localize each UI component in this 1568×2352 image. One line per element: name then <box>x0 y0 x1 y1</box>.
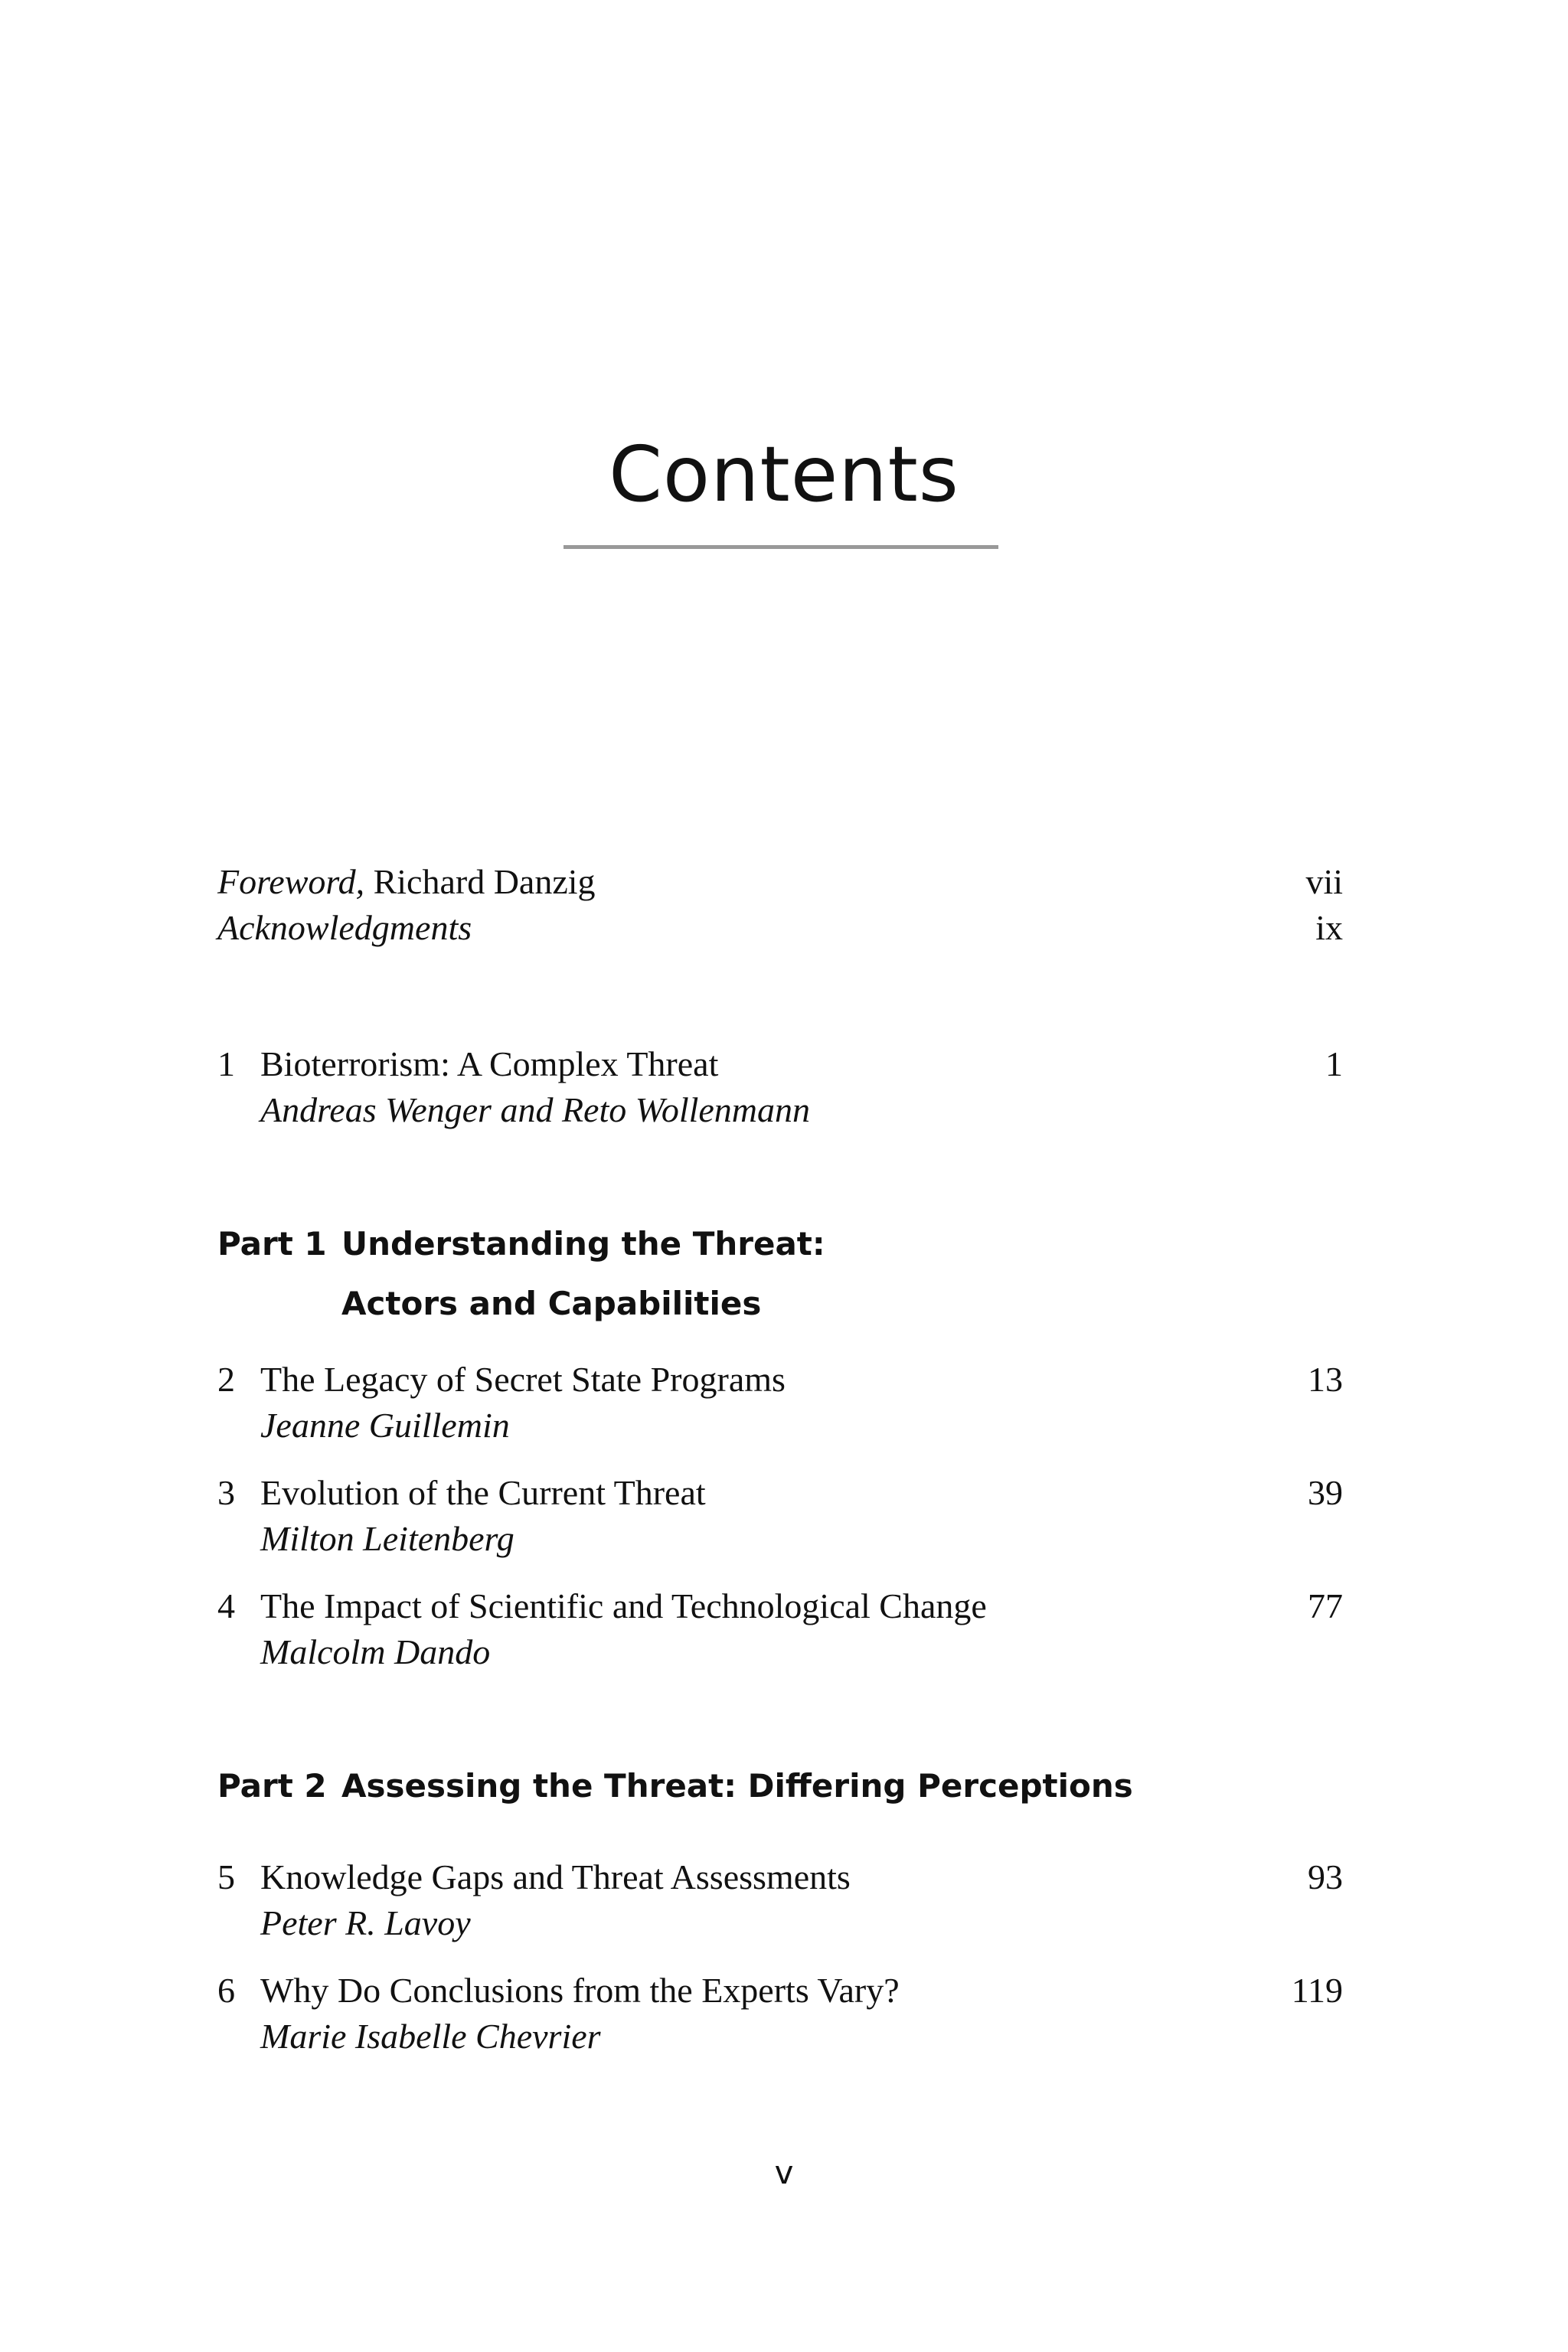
chapter-number: 3 <box>217 1473 235 1512</box>
toc-chapter-6-author-row <box>217 2014 1343 2060</box>
toc-entry-label <box>217 859 596 905</box>
chapter-number: 2 <box>217 1360 235 1399</box>
toc-page-number: 13 <box>1308 1360 1343 1399</box>
toc-chapter-1-author-row <box>217 1087 1343 1133</box>
chapter-title: The Legacy of Secret State Programs <box>260 1360 786 1399</box>
part-2-heading <box>217 1756 1133 1816</box>
page-title: Contents <box>609 430 959 519</box>
toc-entry-label: Acknowledgments <box>217 908 472 947</box>
part-label: Part 2 <box>217 1767 327 1805</box>
chapter-number: 5 <box>217 1857 235 1896</box>
toc-chapter-5-author-row <box>217 1900 1343 1946</box>
part-1-heading <box>217 1214 825 1334</box>
toc-entry-acknowledgments[interactable] <box>217 905 1343 951</box>
part-title-line1: Understanding the Threat: <box>341 1225 825 1263</box>
part-title-line2: Actors and Capabilities <box>341 1285 762 1322</box>
title-rule <box>564 545 998 549</box>
chapter-title: Bioterrorism: A Complex Threat <box>260 1044 719 1083</box>
toc-page-number: vii <box>1305 862 1343 901</box>
chapter-title: Why Do Conclusions from the Experts Vary? <box>260 1971 900 2010</box>
page-folio: v <box>774 2154 794 2191</box>
toc-chapter-6[interactable] <box>217 1968 1343 2014</box>
chapter-author: Peter R. Lavoy <box>260 1903 471 1942</box>
toc-page-number: 93 <box>1308 1857 1343 1896</box>
toc-entry-label-italic: Foreword, <box>217 862 365 901</box>
chapter-title: Evolution of the Current Threat <box>260 1473 706 1512</box>
chapter-number: 6 <box>217 1971 235 2010</box>
toc-page-number: ix <box>1315 908 1343 947</box>
toc-chapter-1[interactable] <box>217 1041 1343 1087</box>
toc-chapter-2[interactable] <box>217 1357 1343 1403</box>
part-title-line1: Assessing the Threat: Differing Perceptions <box>341 1767 1133 1805</box>
toc-entry-label-author: Richard Danzig <box>364 862 596 901</box>
chapter-number: 4 <box>217 1586 235 1625</box>
chapter-author: Milton Leitenberg <box>260 1519 514 1558</box>
chapter-author: Malcolm Dando <box>260 1632 491 1671</box>
toc-chapter-3-author-row <box>217 1516 1343 1562</box>
toc-page-number: 1 <box>1325 1044 1343 1083</box>
toc-chapter-4[interactable] <box>217 1583 1343 1629</box>
toc-chapter-2-author-row <box>217 1403 1343 1449</box>
chapter-author: Marie Isabelle Chevrier <box>260 2017 601 2056</box>
toc-page-number: 77 <box>1308 1586 1343 1625</box>
part-label: Part 1 <box>217 1225 327 1263</box>
toc-page-number: 39 <box>1308 1473 1343 1512</box>
toc-chapter-3[interactable] <box>217 1470 1343 1516</box>
toc-chapter-5[interactable] <box>217 1854 1343 1900</box>
chapter-title: The Impact of Scientific and Technological Change <box>260 1586 987 1625</box>
chapter-author: Andreas Wenger and Reto Wollenmann <box>260 1090 811 1129</box>
toc-page-number: 119 <box>1291 1971 1343 2010</box>
chapter-author: Jeanne Guillemin <box>260 1406 510 1445</box>
chapter-number: 1 <box>217 1044 235 1083</box>
chapter-title: Knowledge Gaps and Threat Assessments <box>260 1857 851 1896</box>
toc-entry-foreword[interactable] <box>217 859 1343 905</box>
toc-chapter-4-author-row <box>217 1629 1343 1675</box>
